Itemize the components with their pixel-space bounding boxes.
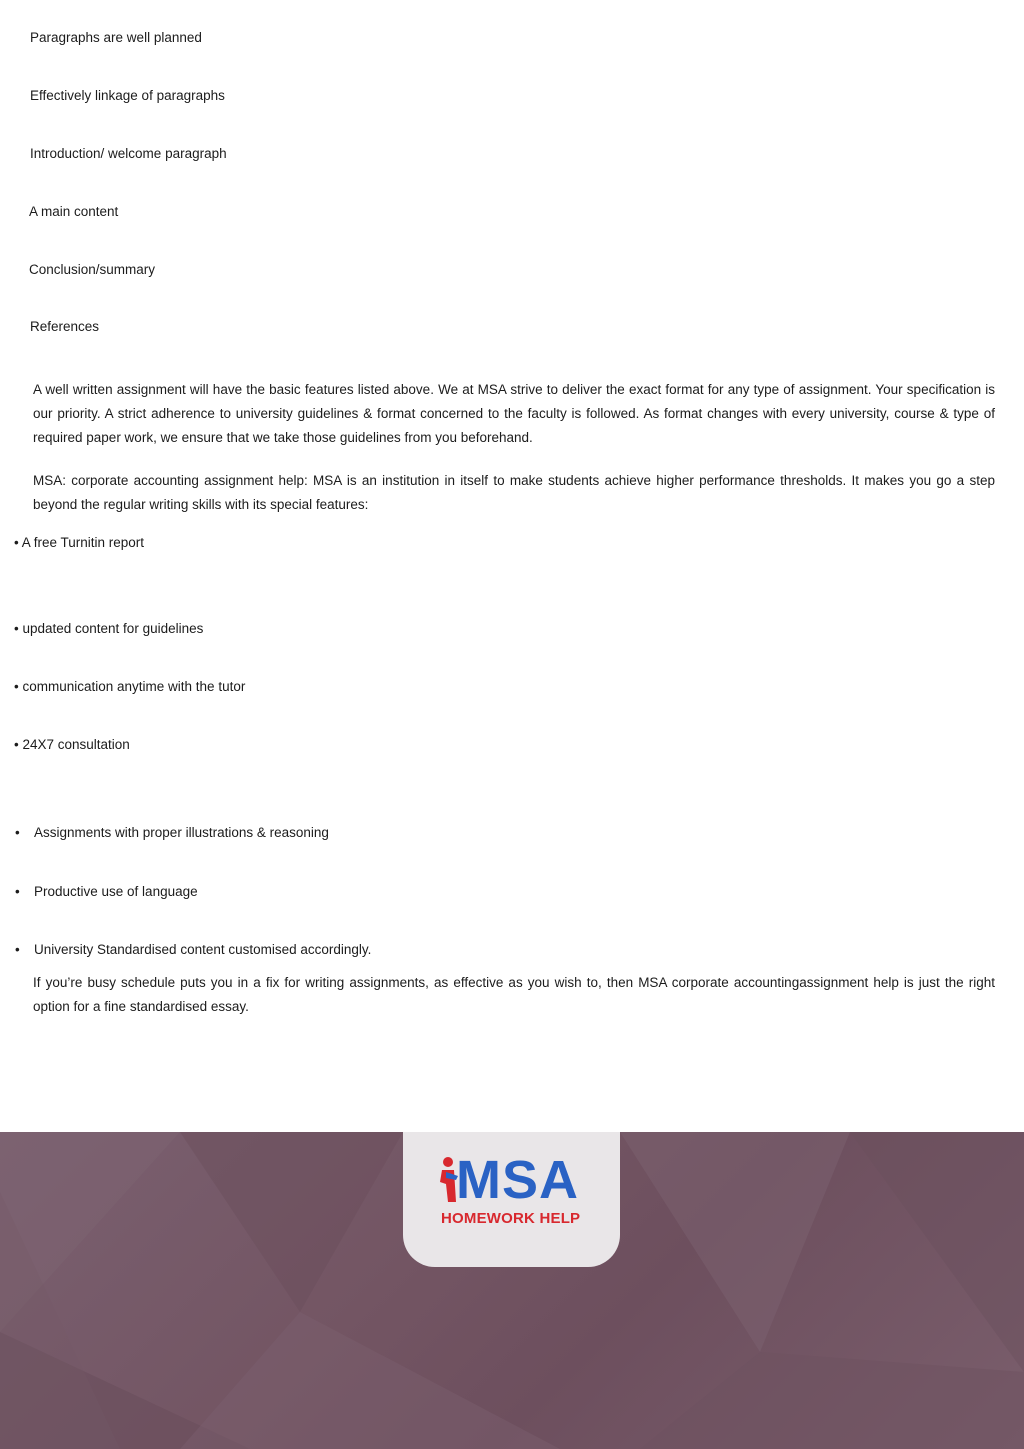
feature-item: References (30, 319, 100, 334)
feature-item: Paragraphs are well planned (30, 30, 202, 45)
bullet-icon: • (15, 825, 20, 840)
closing-paragraph: If you’re busy schedule puts you in a fix for writing assignments, as effective as you wish to, then MSA corporate accountingassignment help is just the right option for a fine standardised essay. (33, 975, 995, 1014)
intro-paragraph: A well written assignment will have the basic features listed above. We at MSA strive to deliver the exact format for any type of assignment. Your specification is our priority. A strict adherence to university guidelines & format concerned to the faculty is followed. As format changes with every university, course & type of required paper work, we ensure that we take those guidelines from you beforehand. (33, 382, 995, 445)
logo-main-text: MSA (456, 1150, 579, 1210)
feature-item: Effectively linkage of paragraphs (30, 88, 225, 103)
feature-item: A main content (29, 204, 119, 219)
assignment-point: Productive use of language (34, 884, 198, 899)
assignment-point: University Standardised content customised accordingly. (34, 942, 372, 957)
assignment-point: Assignments with proper illustrations & reasoning (34, 825, 329, 840)
special-feature-item: • updated content for guidelines (14, 621, 204, 636)
msa-paragraph: MSA: corporate accounting assignment help: MSA is an institution in itself to make students achieve higher performance thresholds. It makes you go a step beyond the regular writing skills with its special features: (33, 473, 995, 512)
bullet-icon: • (15, 884, 20, 899)
special-feature-item: • communication anytime with the tutor (14, 679, 246, 694)
logo-sub-text: HOMEWORK HELP (441, 1210, 581, 1227)
special-feature-item: • 24X7 consultation (14, 737, 130, 752)
feature-item: Introduction/ welcome paragraph (30, 146, 227, 161)
feature-item: Conclusion/summary (29, 262, 156, 277)
special-feature-item: • A free Turnitin report (14, 535, 145, 550)
bullet-icon: • (15, 942, 20, 957)
